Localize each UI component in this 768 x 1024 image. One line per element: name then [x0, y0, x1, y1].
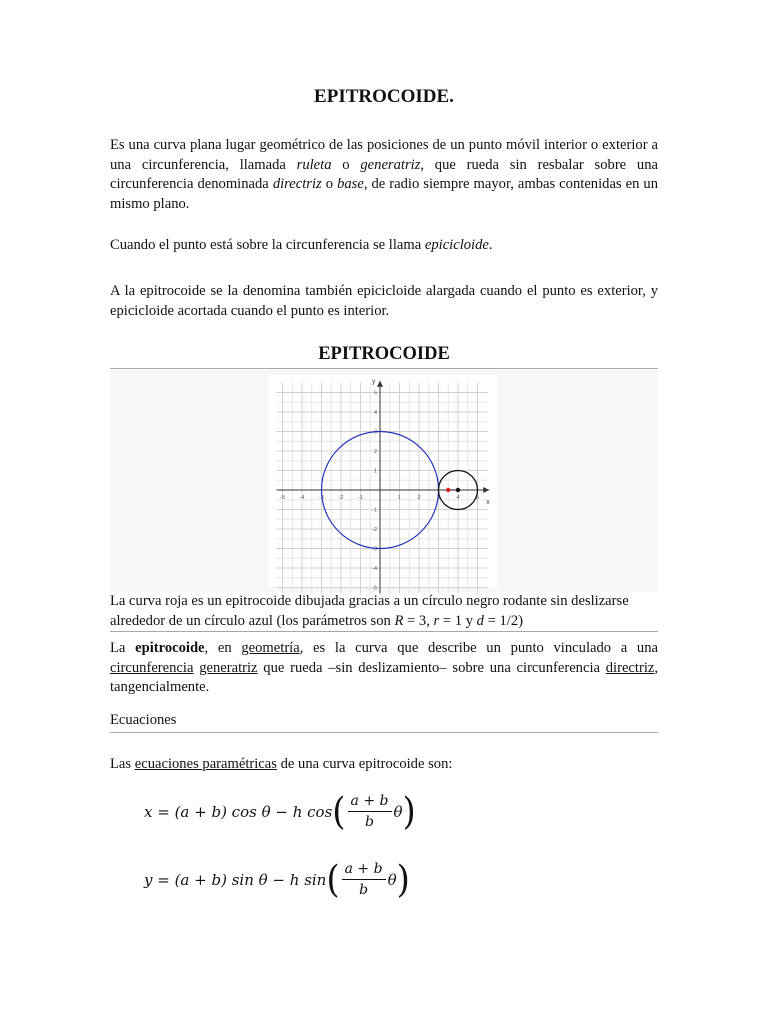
x-tick-label: -4: [299, 495, 305, 501]
ecuaciones-heading: Ecuaciones: [110, 712, 177, 728]
text-run: = 1/2): [483, 612, 523, 629]
page-title: EPITROCOIDE.: [314, 86, 454, 107]
section-divider: [110, 368, 658, 369]
y-tick-label: 2: [373, 449, 377, 455]
x-tick-label: -5: [280, 495, 285, 501]
param-r: r: [433, 612, 440, 629]
param-R: R: [394, 612, 404, 629]
right-paren: ): [396, 857, 410, 902]
text-run: Es una curva plana lugar geométrico de las posiciones de un punto móvil interior o exterior a una circunferencia, llamada: [110, 137, 658, 173]
tracing-point: [446, 488, 450, 492]
x-tick-label: -2: [338, 495, 344, 501]
equation-x-lhs: x = (a + b) cos θ − h cos: [144, 802, 333, 821]
right-paren: ): [402, 789, 416, 834]
intro-paragraph-1: [110, 136, 658, 214]
definition-paragraph: [110, 639, 658, 698]
equation-y-lhs: y = (a + b) sin θ − h sin: [144, 870, 327, 889]
y-tick-label: -5: [372, 585, 377, 592]
parametric-intro: [110, 755, 658, 775]
text-run: .: [488, 237, 493, 253]
link-directriz[interactable]: directriz: [605, 659, 655, 676]
y-tick-label: -1: [372, 507, 377, 514]
param-d: d: [476, 612, 484, 629]
y-tick-label: 1: [373, 468, 377, 475]
x-tick-label: 3: [436, 495, 441, 501]
text-run: , es la curva que describe un punto vinculado a una: [299, 640, 658, 656]
text-run: que rueda –sin deslizamiento– sobre una circunferencia: [257, 659, 606, 676]
x-tick-label: 4: [456, 495, 460, 501]
fraction: [342, 861, 386, 898]
link-generatriz[interactable]: generatriz: [199, 659, 258, 676]
intro-paragraph-3: A la epitrocoide se la denomina también epicicloide alargada cuando el punto es exterior, y epicicloide acortada cuando el punto es interior.: [110, 283, 658, 319]
y-tick-label: 5: [373, 390, 377, 397]
x-axis-label: x: [486, 499, 490, 506]
y-axis-label: y: [372, 378, 376, 386]
y-tick-label: -4: [372, 566, 377, 572]
ecuaciones-divider: [110, 732, 658, 733]
section-heading: EPITROCOIDE: [318, 344, 450, 364]
term-base: base: [337, 176, 364, 192]
term-generatriz: generatriz: [360, 156, 421, 173]
text-run: La: [110, 640, 136, 656]
x-tick-label: -3: [319, 495, 324, 501]
text-run: Las: [110, 756, 135, 772]
fraction-denominator: b: [365, 814, 374, 830]
x-tick-label: -1: [358, 495, 363, 501]
link-ecuaciones-parametricas[interactable]: ecuaciones paramétricas: [134, 756, 277, 772]
text-run: La curva roja es un epitrocoide dibujada gracias a un círculo negro rodante sin deslizarse alrededor de un círculo azul (los parámetros son: [110, 593, 629, 629]
link-circunferencia[interactable]: circunferencia: [110, 659, 194, 676]
text-run: = 1 y: [439, 612, 477, 629]
y-tick-label: -3: [372, 546, 377, 553]
text-run: , de radio siempre mayor, ambas contenidas en un mismo plano.: [110, 176, 658, 212]
equation-x: [144, 789, 416, 834]
term-ruleta: ruleta: [296, 156, 332, 173]
x-tick-label: 1: [397, 495, 402, 501]
term-directriz: directriz: [272, 176, 322, 192]
left-paren: (: [326, 857, 340, 902]
left-paren: (: [332, 789, 346, 834]
text-run: , que rueda sin resbalar sobre una circunferencia denominada: [110, 156, 658, 192]
x-tick-label: 2: [417, 495, 421, 501]
y-tick-label: 3: [373, 429, 377, 436]
y-tick-label: -2: [372, 527, 377, 533]
fraction-denominator: b: [359, 882, 369, 898]
fraction: [348, 793, 392, 830]
theta-symbol: θ: [387, 870, 397, 889]
text-run: o: [321, 176, 338, 192]
x-tick-label: 5: [475, 495, 480, 501]
theta-symbol: θ: [393, 802, 403, 821]
text-run: , tangencialmente.: [110, 659, 659, 695]
rolling-center-point: [456, 488, 460, 492]
equation-y: [144, 857, 410, 902]
term-epitrocoide: epitrocoide: [135, 640, 205, 656]
epitrochoid-figure: [268, 375, 498, 592]
link-geometria[interactable]: geometría: [241, 640, 300, 656]
intro-paragraph-2: [110, 236, 658, 256]
text-run: o: [331, 156, 361, 173]
text-run: de una curva epitrocoide son:: [276, 756, 453, 772]
fraction-numerator: a + b: [342, 861, 386, 880]
term-epicicloide: epicicloide: [424, 237, 489, 253]
text-run: = 3,: [403, 612, 434, 629]
fraction-numerator: a + b: [348, 793, 392, 812]
text-run: , en: [204, 640, 242, 656]
caption-divider: [110, 631, 658, 632]
text-run: Cuando el punto está sobre la circunferencia se llama: [110, 237, 425, 253]
figure-caption: [110, 592, 658, 631]
y-tick-label: 4: [373, 410, 377, 416]
